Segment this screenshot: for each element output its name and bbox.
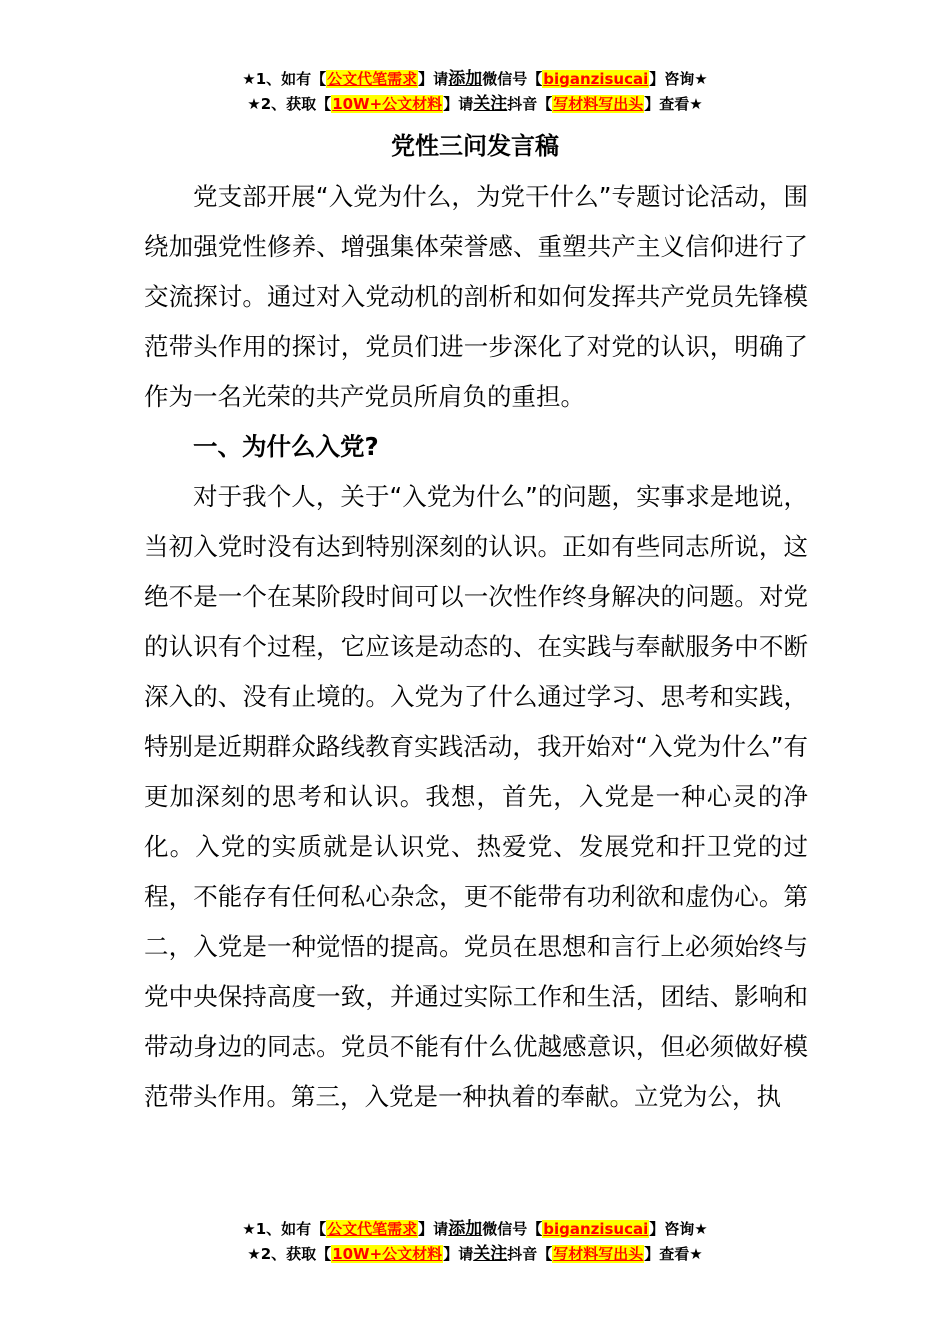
banner-line-2 [0,92,950,117]
banner-text: 】查看★ [644,1245,703,1263]
bottom-banner [0,1217,950,1267]
top-banner [0,67,950,117]
banner-text: 】查看★ [644,95,703,113]
banner-text: 微信号【 [482,1220,543,1238]
document-title: 党性三问发言稿 [391,132,559,160]
banner-text: ★1、如有【 [242,70,327,88]
banner-highlight: 公文代笔需求 [327,1220,418,1238]
banner-line-1 [0,67,950,92]
banner-text: ★2、获取【 [247,1245,332,1263]
banner-underlined: 关注 [473,94,508,114]
banner-highlight: 10W+公文材料 [332,95,443,113]
section-heading: 一、为什么入党? [193,432,379,461]
banner-highlight: biganzisucai [543,1220,649,1238]
banner-underlined: 添加 [448,1219,483,1239]
banner-text: 】请 [443,1245,474,1263]
banner-text: ★1、如有【 [242,1220,327,1238]
document-body [144,172,808,1122]
banner-text: 】请 [418,1220,449,1238]
banner-line-1 [0,1217,950,1242]
banner-text: 】咨询★ [649,1220,708,1238]
banner-highlight: 写材料写出头 [553,95,644,113]
banner-text: 】请 [443,95,474,113]
banner-underlined: 添加 [448,69,483,89]
banner-line-2 [0,1242,950,1267]
banner-text: 微信号【 [482,70,543,88]
banner-text: 】咨询★ [649,70,708,88]
banner-highlight: biganzisucai [543,70,649,88]
banner-underlined: 关注 [473,1244,508,1264]
banner-text: 抖音【 [507,1245,553,1263]
banner-text: 抖音【 [507,95,553,113]
banner-highlight: 10W+公文材料 [332,1245,443,1263]
banner-highlight: 写材料写出头 [553,1245,644,1263]
banner-text: ★2、获取【 [247,95,332,113]
intro-paragraph: 党支部开展“入党为什么，为党干什么”专题讨论活动，围绕加强党性修养、增强集体荣誉感、重塑共产主义信仰进行了交流探讨。通过对入党动机的剖析和如何发挥共产党员先锋模范带头作用的探讨，党员们进一步深化了对党的认识，明确了作为一名光荣的共产党员所肩负的重担。 [144,182,808,411]
banner-text: 】请 [418,70,449,88]
banner-highlight: 公文代笔需求 [327,70,418,88]
section-paragraph: 对于我个人，关于“入党为什么”的问题，实事求是地说，当初入党时没有达到特别深刻的认识。正如有些同志所说，这绝不是一个在某阶段时间可以一次性作终身解决的问题。对党的认识有个过程，它应该是动态的、在实践与奉献服务中不断深入的、没有止境的。入党为了什么通过学习、思考和实践，特别是近期群众路线教育实践活动，我开始对“入党为什么”有更加深刻的思考和认识。我想，首先，入党是一种心灵的净化。入党的实质就是认识党、热爱党、发展党和扞卫党的过程，不能存有任何私心杂念，更不能带有功利欲和虚伪心。第二，入党是一种觉悟的提高。党员在思想和言行上必须始终与党中央保持高度一致，并通过实际工作和生活，团结、影响和带动身边的同志。党员不能有什么优越感意识，但必须做好模范带头作用。第三，入党是一种执着的奉献。立党为公，执 [144,482,808,1111]
